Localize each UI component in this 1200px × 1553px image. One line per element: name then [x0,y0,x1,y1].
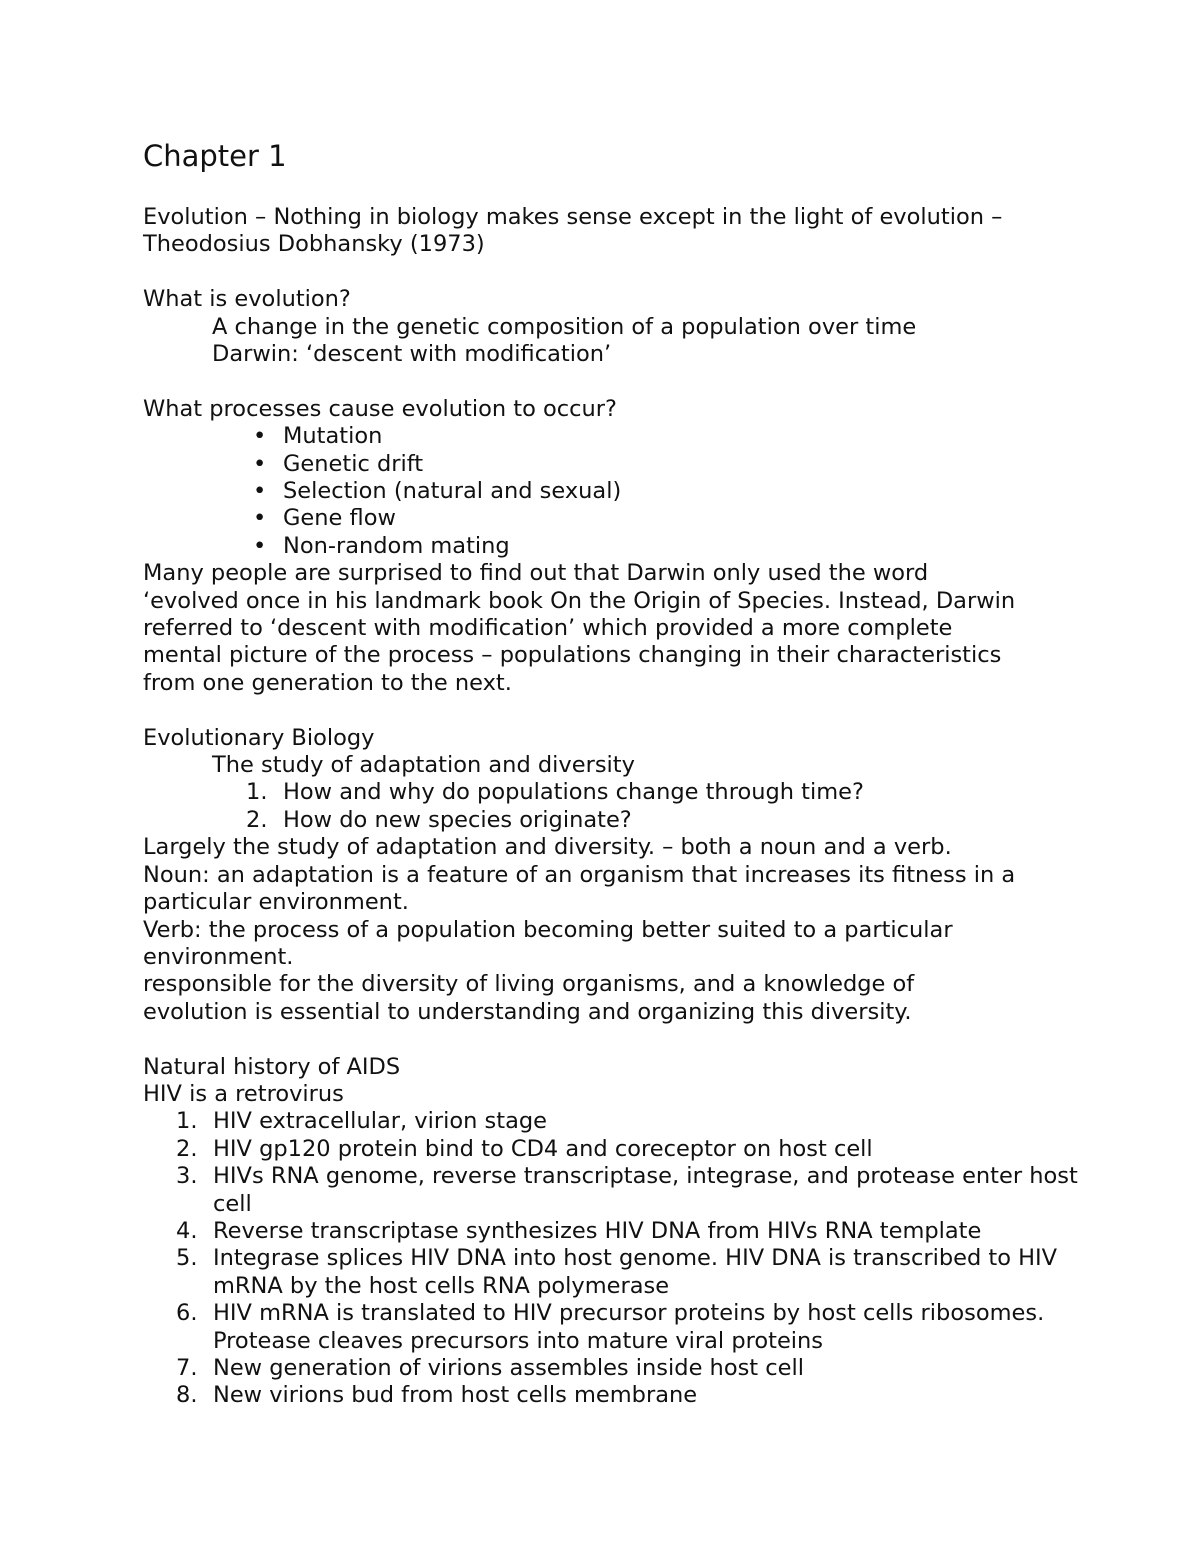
list-number: 7. [176,1355,198,1381]
list-item-text: HIV extracellular, virion stage [213,1108,547,1135]
list-item [143,779,1083,806]
list-item [143,423,1083,450]
paragraph-line: environment. [143,943,294,970]
paragraph-line: from one generation to the next. [143,669,512,696]
paragraph-line: Many people are surprised to find out that Darwin only used the word [143,560,929,587]
paragraph-line: Largely the study of adaptation and diversity. – both a noun and a verb. [143,834,952,861]
hiv-lifecycle-list [143,1108,1083,1409]
list-item-text: HIV mRNA is translated to HIV precursor proteins by host cells ribosomes. Protease cleaves precursors into mature viral proteins [213,1300,1045,1354]
list-number: 2. [176,1135,198,1162]
intro-line: Theodosius Dobhansky (1973) [143,231,485,258]
list-item [143,478,1083,505]
list-item [143,1382,1083,1409]
chapter-title: Chapter 1 [143,139,287,173]
list-item [143,505,1083,532]
list-item [143,1218,1083,1245]
list-item-text: Integrase splices HIV DNA into host genome. HIV DNA is transcribed to HIV mRNA by the host cells RNA polymerase [213,1245,1058,1299]
paragraph-line: referred to ‘descent with modification’ which provided a more complete [143,615,953,642]
bullet-icon: • [253,423,267,450]
list-item [143,451,1083,478]
list-item-text: Gene flow [283,505,396,532]
intro-line: Evolution – Nothing in biology makes sense except in the light of evolution – [143,204,1003,230]
subheading-line: HIV is a retrovirus [143,1080,344,1107]
list-item-text: Selection (natural and sexual) [283,478,622,505]
definition-line: The study of adaptation and diversity [212,752,635,779]
paragraph-line: mental picture of the process – populations changing in their characteristics [143,642,1002,669]
list-item-text: How do new species originate? [283,806,632,833]
bullet-icon: • [253,478,267,505]
list-number: 2. [246,806,268,833]
spacer [143,697,1083,724]
section-heading-aids: Natural history of AIDS [143,1053,401,1080]
list-item-text: Mutation [283,423,383,450]
list-item-text: Reverse transcriptase synthesizes HIV DNA from HIVs RNA template [213,1217,982,1244]
list-number: 8. [176,1382,198,1409]
list-item [143,1300,1083,1355]
list-item-text: Non-random mating [283,532,510,559]
list-number: 3. [176,1163,198,1190]
list-item-text: Genetic drift [283,450,424,477]
list-number: 4. [176,1217,198,1244]
list-item [143,1355,1083,1382]
list-item-text: New generation of virions assembles inside host cell [213,1355,804,1381]
list-item [143,1163,1083,1218]
bullet-icon: • [253,532,267,559]
document-body [143,136,1083,1410]
spacer [143,259,1083,286]
list-item-text: HIVs RNA genome, reverse transcriptase, integrase, and protease enter host cell [213,1163,1078,1217]
paragraph-line: particular environment. [143,889,409,916]
list-item [143,1108,1083,1135]
paragraph-line: evolution is essential to understanding and organizing this diversity. [143,998,912,1025]
spacer [143,368,1083,395]
list-item [143,807,1083,834]
section-heading-evolutionary-biology: Evolutionary Biology [143,724,375,751]
paragraph-line: ‘evolved once in his landmark book On the Origin of Species. Instead, Darwin [143,587,1016,614]
paragraph-line: Noun: an adaptation is a feature of an organism that increases its fitness in a [143,861,1016,888]
list-item-text: HIV gp120 protein bind to CD4 and coreceptor on host cell [213,1135,873,1162]
spacer [143,1026,1083,1053]
paragraph-line: Verb: the process of a population becoming better suited to a particular [143,916,953,943]
process-bullet-list [143,423,1083,560]
list-item [143,533,1083,560]
section-heading-processes: What processes cause evolution to occur? [143,395,617,422]
list-item-text: New virions bud from host cells membrane [213,1382,698,1409]
bullet-icon: • [253,450,267,477]
list-number: 1. [176,1108,198,1135]
definition-line: A change in the genetic composition of a population over time [212,313,917,340]
list-number: 6. [176,1300,198,1327]
section-heading-what-is-evolution: What is evolution? [143,286,351,313]
definition-line: Darwin: ‘descent with modification’ [212,341,612,368]
list-number: 1. [246,779,268,806]
bullet-icon: • [253,505,267,532]
paragraph-line: responsible for the diversity of living organisms, and a knowledge of [143,971,915,998]
list-number: 5. [176,1245,198,1272]
list-item-text: How and why do populations change through time? [283,779,864,806]
question-list [143,779,1083,834]
list-item [143,1136,1083,1163]
list-item [143,1245,1083,1300]
